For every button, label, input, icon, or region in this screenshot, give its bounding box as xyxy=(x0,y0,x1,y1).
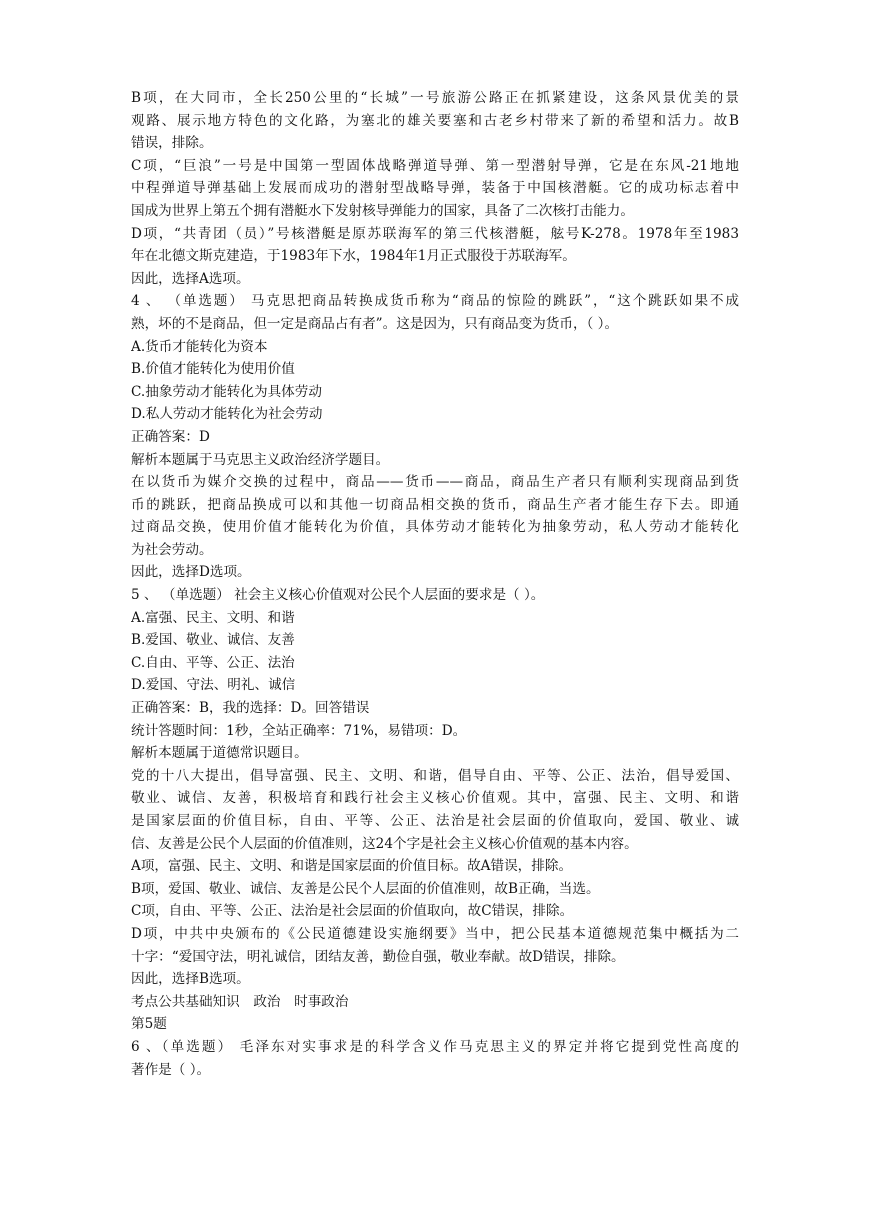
question-5-stem: 5 、 （单选题） 社会主义核心价值观对公民个人层面的要求是（ ）。 xyxy=(131,587,545,604)
text-line: 是国家层面的价值目标，自由、平等、公正、法治是社会层面的价值取向，爱国、敬业、诚 xyxy=(131,813,739,829)
option-a: A.货币才能转化为资本 xyxy=(131,338,268,355)
text-line: 敬业、诚信、友善，积极培育和践行社会主义核心价值观。其中，富强、民主、文明、和谐 xyxy=(131,790,739,807)
text-line: 过商品交换，使用价值才能转化为价值，具体劳动才能转化为抽象劳动，私人劳动才能转化 xyxy=(131,519,739,536)
text-line: 因此，选择A选项。 xyxy=(131,270,250,287)
text-line: 国成为世界上第五个拥有潜艇水下发射核导弹能力的国家，具备了二次核打击能力。 xyxy=(131,202,634,219)
text-line: 十字：“爱国守法，明礼诚信，团结友善，勤俭自强，敬业奉献。故D错误，排除。 xyxy=(131,948,625,965)
text-line: D项，“共青团（员）”号核潜艇是原苏联海军的第三代核潜艇，舷号K-278。1978年至1983 xyxy=(131,225,739,242)
text-line: 因此，选择D选项。 xyxy=(131,564,251,581)
question-4-stem: 熟，坏的不是商品，但一定是商品占有者”。这是因为，只有商品变为货币，（ ）。 xyxy=(131,315,619,332)
text-line: 在以货币为媒介交换的过程中，商品——货币——商品，商品生产者只有顺利实现商品到货 xyxy=(131,474,739,491)
question-6-stem: 6 、（单选题） 毛泽东对实事求是的科学含义作马克思主义的界定并将它提到党性高度的 xyxy=(131,1038,739,1055)
correct-answer: 正确答案：D xyxy=(131,428,210,445)
analysis-heading: 解析本题属于道德常识题目。 xyxy=(131,745,308,762)
document-page xyxy=(131,87,739,1081)
option-b: B.爱国、敬业、诚信、友善 xyxy=(131,632,295,649)
text-line: 为社会劳动。 xyxy=(131,541,213,558)
question-number: 第5题 xyxy=(131,1016,167,1033)
text-line: D项，中共中央颁布的《公民道德建设实施纲要》当中，把公民基本道德规范集中概括为二 xyxy=(131,925,739,942)
text-line: B项，在大同市，全长250公里的“长城”一号旅游公路正在抓紧建设，这条风景优美的景 xyxy=(131,90,739,106)
analysis-heading: 解析本题属于马克思主义政治经济学题目。 xyxy=(131,451,390,468)
option-a: A.富强、民主、文明、和谐 xyxy=(131,609,295,626)
text-line: 错误，排除。 xyxy=(131,135,213,152)
option-d: D.私人劳动才能转化为社会劳动 xyxy=(131,406,323,423)
answer-stats: 统计答题时间：1秒，全站正确率：71%，易错项：D。 xyxy=(131,722,467,739)
text-line: 观路、展示地方特色的文化路，为塞北的雄关要塞和古老乡村带来了新的希望和活力。故B xyxy=(131,112,739,129)
text-line: 币的跳跃，把商品换成可以和其他一切商品相交换的货币，商品生产者才能生存下去。即通 xyxy=(131,496,739,513)
text-line: 中程弹道导弹基础上发展而成功的潜射型战略导弹，装备于中国核潜艇。它的成功标志着中 xyxy=(131,180,739,197)
text-line: 因此，选择B选项。 xyxy=(131,971,250,988)
option-c: C.自由、平等、公正、法治 xyxy=(131,654,295,671)
question-4-stem: 4 、 （单选题） 马克思把商品转换成货币称为“商品的惊险的跳跃”，“这个跳跃如果不成 xyxy=(131,293,739,310)
text-line: C项，“巨浪”一号是中国第一型固体战略弹道导弹、第一型潜射导弹，它是在东风-21地地 xyxy=(131,157,739,174)
question-6-stem: 著作是（ ）。 xyxy=(131,1061,211,1078)
text-line: 党的十八大提出，倡导富强、民主、文明、和谐，倡导自由、平等、公正、法治，倡导爱国、 xyxy=(131,767,739,784)
text-line: A项，富强、民主、文明、和谐是国家层面的价值目标。故A错误，排除。 xyxy=(131,858,573,875)
option-c: C.抽象劳动才能转化为具体劳动 xyxy=(131,383,322,400)
text-line: C项，自由、平等、公正、法治是社会层面的价值取向，故C错误，排除。 xyxy=(131,903,574,920)
option-b: B.价值才能转化为使用价值 xyxy=(131,361,295,378)
correct-answer: 正确答案：B，我的选择：D。回答错误 xyxy=(131,700,370,717)
text-line: B项，爱国、敬业、诚信、友善是公民个人层面的价值准则，故B正确，当选。 xyxy=(131,880,600,897)
option-d: D.爱国、守法、明礼、诚信 xyxy=(131,677,296,694)
text-line: 信、友善是公民个人层面的价值准则，这24个字是社会主义核心价值观的基本内容。 xyxy=(131,835,638,852)
text-line: 年在北德文斯克建造，于1983年下水，1984年1月正式服役于苏联海军。 xyxy=(131,248,576,265)
topic-tags: 考点公共基础知识 政治 时事政治 xyxy=(131,993,349,1010)
